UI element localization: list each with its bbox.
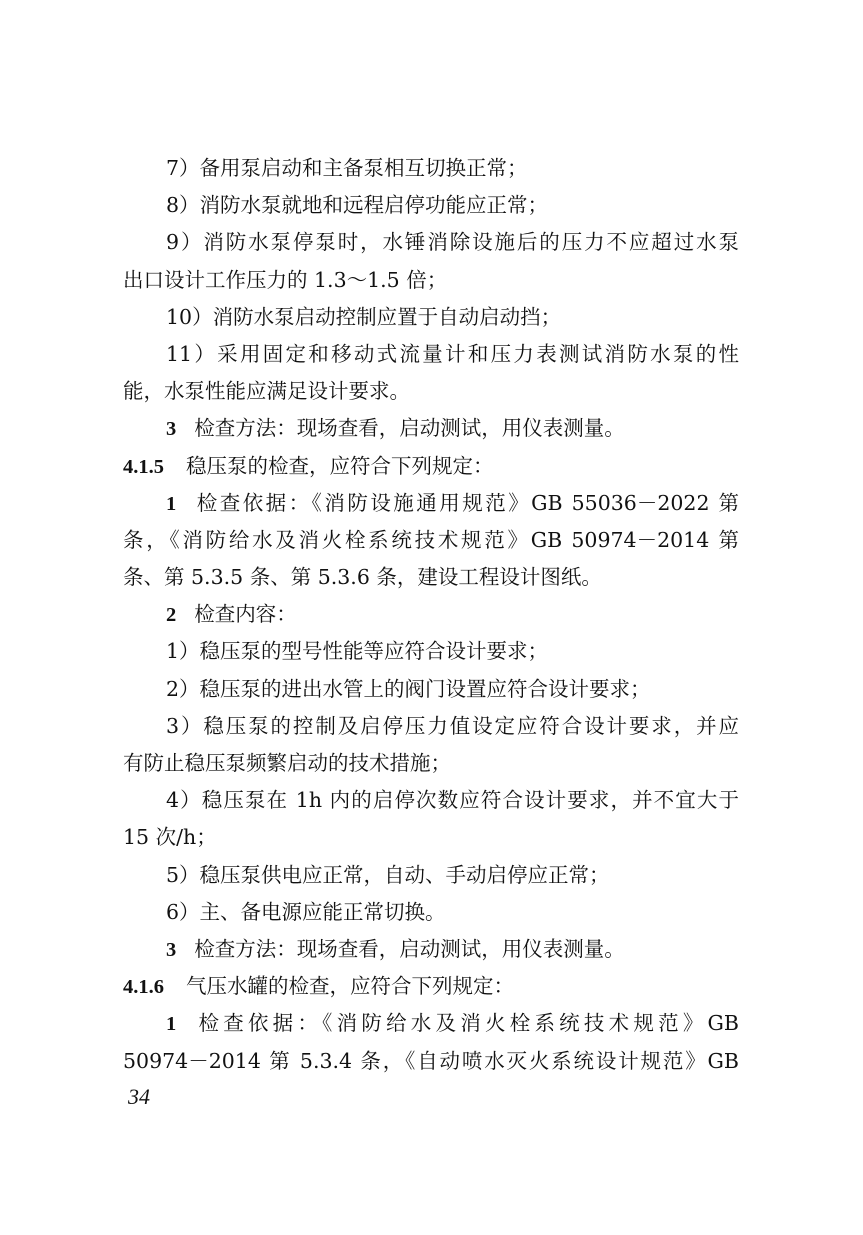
list-item-9: 9）消防水泵停泵时，水锤消除设施后的压力不应超过水泵 <box>166 230 739 255</box>
list-item-10: 10）消防水泵启动控制应置于自动启动挡； <box>166 304 562 329</box>
clause-1-basis-2: 1 检查依据：《消防给水及消火栓系统技术规范》GB <box>166 1011 739 1036</box>
list-item-6: 6）主、备电源应能正常切换。 <box>166 899 446 924</box>
list-item-5: 5）稳压泵供电应正常，自动、手动启停应正常； <box>166 862 610 887</box>
clause-1-basis-2-cont: 50974－2014 第 5.3.4 条，《自动喷水灭火系统设计规范》GB <box>123 1048 739 1073</box>
list-item-11-cont: 能，水泵性能应满足设计要求。 <box>123 379 410 404</box>
clause-1-basis: 1 检查依据：《消防设施通用规范》GB 55036－2022 第 <box>166 490 739 515</box>
clause-1-basis-cont-2: 条、第 5.3.5 条、第 5.3.6 条，建设工程设计图纸。 <box>123 565 602 590</box>
list-item-4: 4）稳压泵在 1h 内的启停次数应符合设计要求，并不宜大于 <box>166 788 739 813</box>
list-item-2: 2）稳压泵的进出水管上的阀门设置应符合设计要求； <box>166 676 651 701</box>
section-heading-4-1-5: 4.1.5 稳压泵的检查，应符合下列规定： <box>123 453 494 478</box>
body-text <box>123 150 739 1080</box>
list-item-1: 1）稳压泵的型号性能等应符合设计要求； <box>166 639 549 664</box>
list-item-3-cont: 有防止稳压泵频繁启动的技术措施； <box>123 751 451 775</box>
list-item-8: 8）消防水泵就地和远程启停功能应正常； <box>166 193 549 218</box>
list-item-7: 7）备用泵启动和主备泵相互切换正常； <box>166 156 528 180</box>
clause-3-method-2: 3 检查方法：现场查看，启动测试，用仪表测量。 <box>166 936 625 961</box>
clause-2-content: 2 检查内容： <box>166 602 297 627</box>
page-number: 34 <box>128 1084 150 1109</box>
list-item-9-cont: 出口设计工作压力的 1.3～1.5 倍； <box>123 267 448 292</box>
section-heading-4-1-6: 4.1.6 气压水罐的检查，应符合下列规定： <box>123 974 514 999</box>
clause-3-method: 3 检查方法：现场查看，启动测试，用仪表测量。 <box>166 416 625 441</box>
list-item-3: 3）稳压泵的控制及启停压力值设定应符合设计要求，并应 <box>166 713 739 738</box>
list-item-11: 11）采用固定和移动式流量计和压力表测试消防水泵的性 <box>166 341 739 366</box>
clause-1-basis-cont: 条，《消防给水及消火栓系统技术规范》GB 50974－2014 第 <box>123 527 739 552</box>
list-item-4-cont: 15 次/h； <box>123 825 217 850</box>
